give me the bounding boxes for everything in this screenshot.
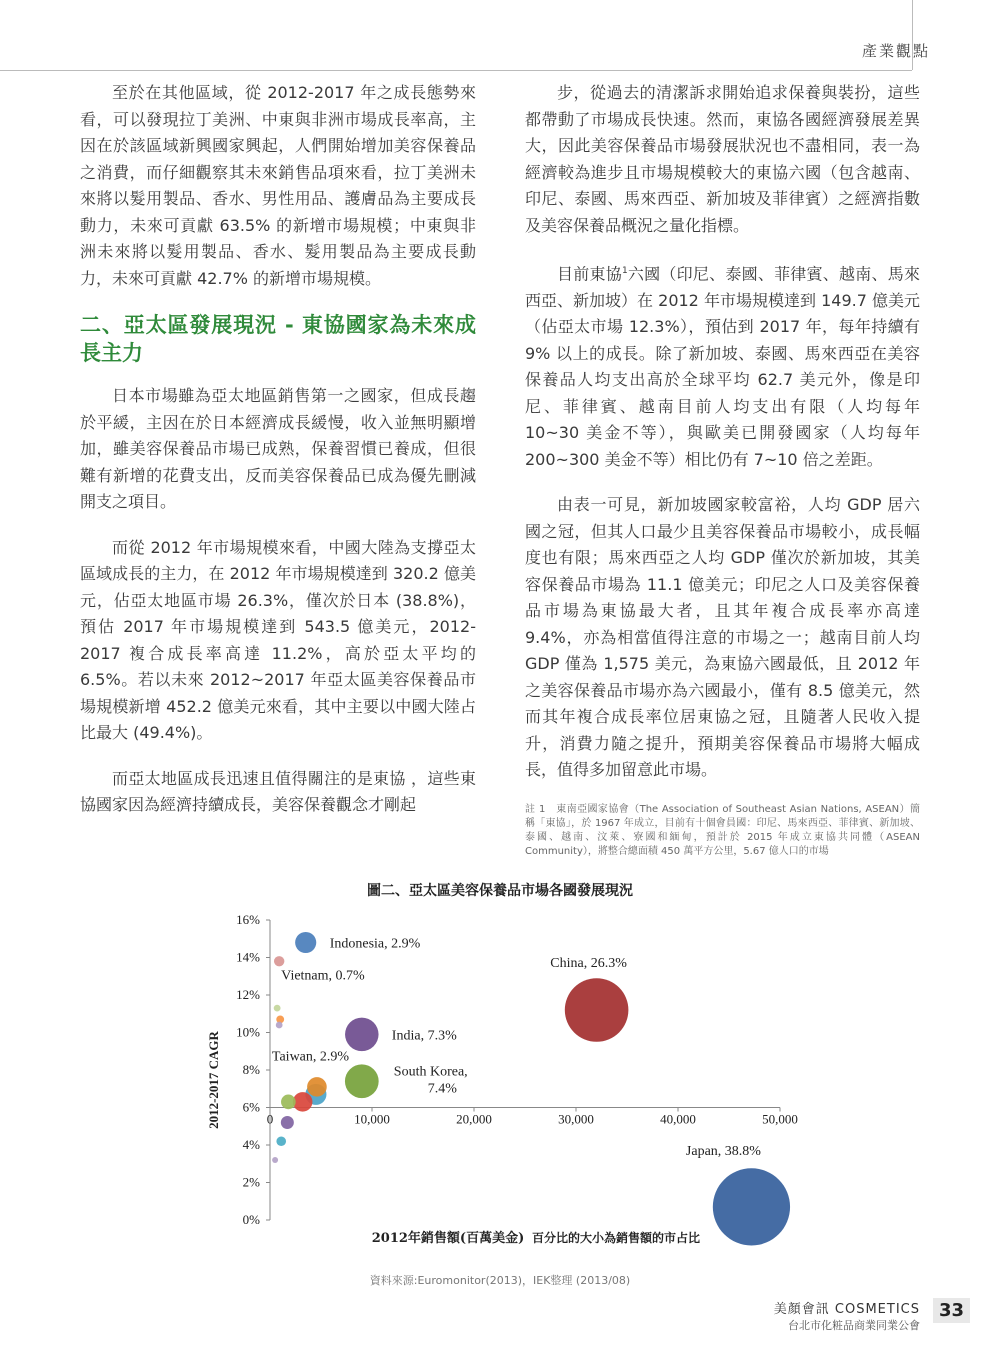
footnote-ref[interactable]: 1: [621, 266, 628, 276]
paragraph: [525, 258, 920, 473]
y-tick-label: 10%: [236, 1024, 260, 1040]
y-tick-label: 16%: [236, 912, 260, 927]
x-tick-label: 10,000: [354, 1111, 390, 1127]
x-tick-label: 30,000: [558, 1111, 594, 1127]
paragraph: 而從 2012 年市場規模來看，中國大陸為支撐亞太區域成長的主力，在 2012 年市場規模達到 320.2 億美元，佔亞太地區市場 26.3%，僅次於日本 (38.8%)，預估 2017 年市場規模達到 543.5 億美元，2012-2017 複合成長率高達 11.2%，高於亞太平均的 6.5%。若以未來 2012~2017 年亞太區美容保養品市場規模新增 452.2 億美元來看，其中主要以中國大陸占比最大 (49.4%)。: [80, 537, 476, 742]
x-tick-label: 0: [266, 1111, 274, 1127]
paragraph: 至於在其他區域，從 2012-2017 年之成長態勢來看，可以發現拉丁美洲、中東與非洲市場成長率高，主因在於該區域新興國家興起，人們開始增加美容保養品之消費，而仔細觀察其未來銷售品項來看，拉丁美洲未來將以髮用製品、香水、男性用品、護膚品為主要成長動力，未來可貢獻 63.5% 的新增市場規模；中東與非洲未來將以髮用製品、香水、髮用製品為主要成長動力，未來可貢獻 42.7% 的新增市場規模。: [80, 83, 476, 288]
y-tick-label: 12%: [236, 987, 260, 1002]
bubble-point: [274, 1005, 281, 1012]
bubble-label-line2: 7.4%: [427, 1081, 457, 1097]
bubble-point: [276, 1136, 286, 1146]
publisher-org: 台北市化粧品商業同業公會: [788, 1319, 920, 1332]
y-tick-label: 6%: [242, 1099, 260, 1115]
bubble-point: [281, 1116, 294, 1129]
chart-axes: [236, 912, 798, 1227]
left-column: [80, 80, 476, 838]
bubble-label: Indonesia, 2.9%: [329, 936, 421, 952]
paragraph-start: 目前東協: [557, 264, 622, 284]
bubble-point: [293, 1092, 313, 1112]
bubble-label: Japan, 38.8%: [685, 1143, 761, 1159]
page-footer: [773, 1298, 964, 1333]
bubble-point: [276, 1022, 283, 1029]
section-label: 產業觀點: [861, 42, 930, 60]
x-tick-label: 50,000: [762, 1111, 798, 1127]
paragraph: 日本市場雖為亞太地區銷售第一之國家，但成長趨於平緩，主因在於日本經濟成長緩慢，收入並無明顯增加，雖美容保養品市場已成熟，保養習慣已養成，但很難有新增的花費支出，反而美容保養品已成為優先刪減開支之項目。: [80, 386, 476, 511]
paragraph: 而亞太地區成長迅速且值得關注的是東協 ，這些東協國家因為經濟持續成長，美容保養觀念才剛起: [80, 768, 476, 814]
x-tick-label: 40,000: [660, 1111, 696, 1127]
footnote: 註 1 東南亞國家協會（The Association of Southeast Asian Nations, ASEAN）簡稱「東協」，於 1967 年成立，目前有十個會員國：印尼、馬來西亞、菲律賓、新加坡、泰國、越南、汶萊、寮國和緬甸，預計於 2015 年成立東協共同體（ASEAN Community），將整合總面積 450 萬平方公里，5.67 億人口的市場: [525, 803, 920, 857]
x-axis-label: 2012年銷售額(百萬美金): [371, 1231, 525, 1246]
y-axis-label: 2012-2017 CAGR: [206, 1031, 221, 1129]
right-column: [525, 80, 920, 859]
bubble-point: [272, 1157, 278, 1163]
bubble-point: [307, 1077, 327, 1097]
y-tick-label: 4%: [242, 1137, 260, 1152]
x-tick-label: 20,000: [456, 1111, 492, 1127]
paragraph: 由表一可見，新加坡國家較富裕，人均 GDP 居六國之冠，但其人口最少且美容保養品市場較小，成長幅度也有限；馬來西亞之人均 GDP 僅次於新加坡，其美容保養品市場為 11.1 億美元；印尼之人口及美容保養品市場為東協最大者，且其年複合成長率亦高達 9.4%，亦為相當值得注意的市場之一；越南目前人均 GDP 僅為 1,575 美元，為東協六國最低，且 2012 年之美容保養品市場亦為六國最小，僅有 8.5 億美元，然而其年複合成長率位居東協之冠，且隨著人民收入提升，消費力隨之提升，預期美容保養品市場將大幅成長，值得多加留意此市場。: [525, 495, 920, 780]
y-tick-label: 2%: [242, 1174, 260, 1190]
y-tick-label: 0%: [242, 1212, 260, 1227]
bubble-label: Vietnam, 0.7%: [281, 968, 365, 984]
paragraph-rest: 六國（印尼、泰國、菲律賓、越南、馬來西亞、新加坡）在 2012 年市場規模達到 149.7 億美元（佔亞太市場 12.3%），預估到 2017 年，每年持續有 9% 以上的成長。除了新加坡、泰國、馬來西亞在美容保養品人均支出高於全球平均 62.7 美元外，像是印尼、菲律賓、越南目前人均支出有限（人均每年 10~30 美金不等），與歐美已開發國家（人均每年 200~300 美金不等）相比仍有 7~10 倍之差距。: [525, 264, 920, 469]
bubble-chart: [190, 905, 830, 1265]
bubble-point: [345, 1018, 379, 1052]
bubble-label: India, 7.3%: [391, 1028, 457, 1044]
y-tick-label: 14%: [236, 949, 260, 965]
section-heading: 二、亞太區發展現況 - 東協國家為未來成長主力: [80, 313, 476, 365]
bubble-point: [274, 956, 284, 966]
figure-source: 資料來源:Euromonitor(2013)，IEK整理 (2013/08): [369, 1274, 631, 1287]
bubble-point: [345, 1064, 379, 1098]
y-tick-label: 8%: [242, 1062, 260, 1077]
paragraph: 步，從過去的清潔訴求開始追求保養與裝扮，這些都帶動了市場成長快速。然而，東協各國經濟發展差異大，因此美容保養品市場發展狀況也不盡相同，表一為經濟較為進步且市場規模較大的東協六國（包含越南、印尼、泰國、馬來西亞、新加坡及菲律賓）之經濟指數及美容保養品概況之量化指標。: [525, 83, 920, 235]
page-number: 33: [933, 1298, 970, 1323]
header-rule: [0, 70, 912, 71]
bubble-point: [713, 1168, 790, 1245]
bubble-point: [565, 978, 629, 1042]
bubble-point: [281, 1095, 296, 1110]
bubble-label: China, 26.3%: [550, 956, 627, 971]
x-axis-note: 百分比的大小為銷售額的市占比: [531, 1231, 701, 1245]
figure-title: 圖二、亞太區美容保養品市場各國發展現況: [367, 883, 633, 899]
magazine-brand: 美顏會訊 COSMETICS: [773, 1302, 920, 1317]
bubble-label: South Korea,: [393, 1064, 468, 1080]
bubble-label: Taiwan, 2.9%: [271, 1049, 350, 1065]
bubble-point: [295, 932, 316, 953]
